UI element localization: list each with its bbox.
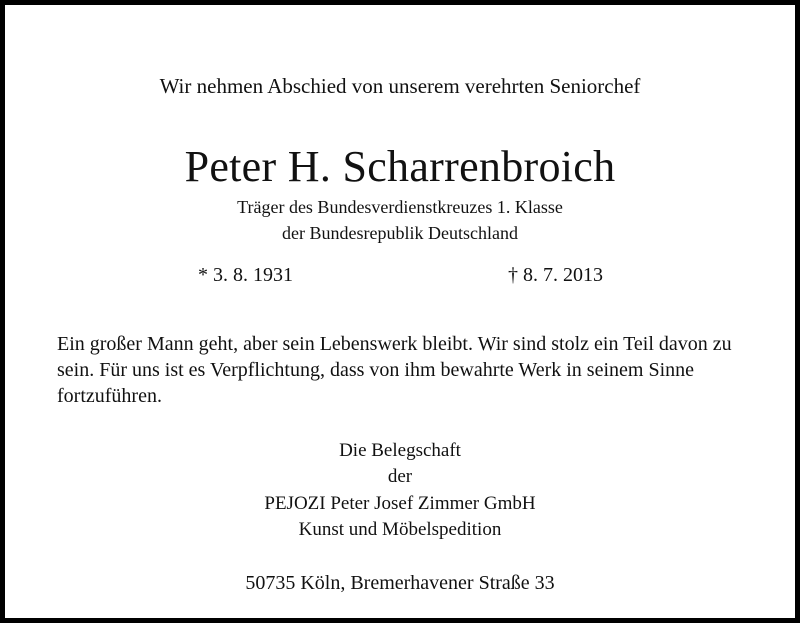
birth-date: * 3. 8. 1931 bbox=[198, 264, 293, 286]
deceased-name: Peter H. Scharrenbroich bbox=[184, 142, 616, 191]
intro-line: Wir nehmen Abschied von unserem verehrten Seniorchef bbox=[159, 74, 641, 98]
honor-line-2: der Bundesrepublik Deutschland bbox=[282, 223, 518, 243]
honor-line-1: Träger des Bundesverdienstkreuzes 1. Klasse bbox=[237, 197, 563, 217]
company-address: 50735 Köln, Bremerhavener Straße 33 bbox=[245, 572, 555, 594]
signature-line-1: Die Belegschaft bbox=[339, 440, 461, 461]
signature-line-2: der bbox=[387, 466, 413, 487]
memorial-text: Ein großer Mann geht, aber sein Lebenswerk bleibt. Wir sind stolz ein Teil davon zu sein. Für uns ist es Verpflichtung, dass von ihm bewahrte Werk in seinem Sinne fortzuführen. bbox=[57, 333, 732, 407]
death-date: † 8. 7. 2013 bbox=[508, 264, 603, 286]
signature-line-3: PEJOZI Peter Josef Zimmer GmbH bbox=[264, 493, 536, 514]
signature-line-4: Kunst und Möbelspedition bbox=[298, 519, 502, 540]
